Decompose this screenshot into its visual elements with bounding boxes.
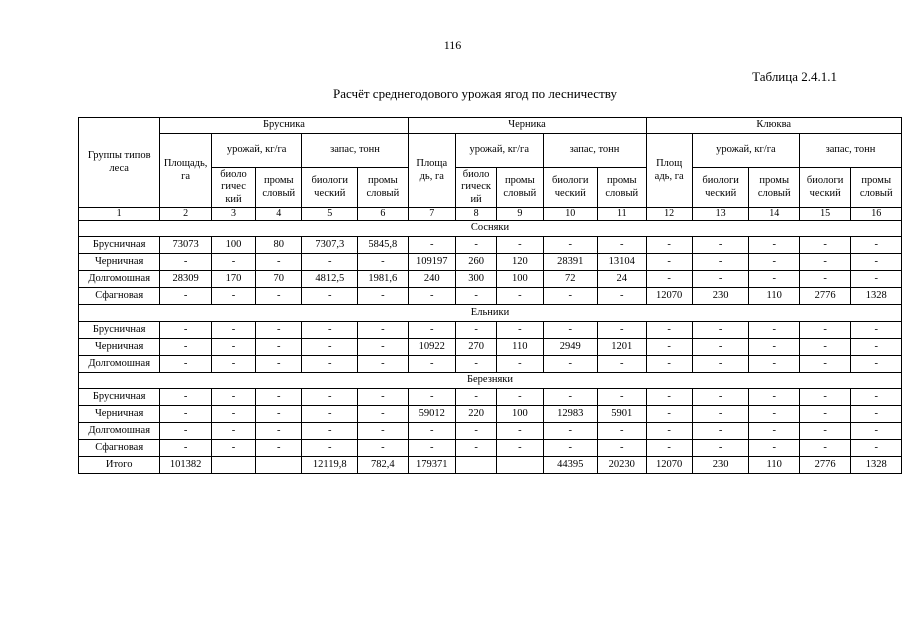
header-yield: урожай, кг/га <box>211 134 302 168</box>
header-sub: биологи ческий <box>543 168 598 208</box>
column-number-row <box>79 208 902 221</box>
table-cell: - <box>646 237 692 254</box>
table-cell: 1201 <box>598 338 646 355</box>
header-sub: промы словый <box>497 168 543 208</box>
table-cell: - <box>497 423 543 440</box>
table-cell <box>211 456 255 473</box>
section-row <box>79 372 902 389</box>
table-cell: - <box>358 440 409 457</box>
table-cell: - <box>851 440 902 457</box>
table-cell: - <box>211 406 255 423</box>
table-cell: 170 <box>211 271 255 288</box>
table-cell: 240 <box>408 271 455 288</box>
table-cell: - <box>455 355 496 372</box>
table-cell: 28391 <box>543 254 598 271</box>
column-number: 1 <box>79 208 160 221</box>
table-cell: - <box>256 355 302 372</box>
table-cell: - <box>799 338 850 355</box>
table-cell: - <box>302 406 358 423</box>
table-cell: - <box>799 406 850 423</box>
table-cell: 1981,6 <box>358 271 409 288</box>
table-cell: - <box>692 338 749 355</box>
table-row <box>79 440 902 457</box>
column-number: 10 <box>543 208 598 221</box>
table-cell: - <box>646 406 692 423</box>
table-cell: - <box>160 440 211 457</box>
table-cell: - <box>543 237 598 254</box>
header-area: Площадь, га <box>160 134 211 208</box>
table-cell: - <box>497 440 543 457</box>
table-cell: - <box>302 389 358 406</box>
table-cell: - <box>749 355 799 372</box>
header-group: Группы типов леса <box>79 118 160 208</box>
row-label: Брусничная <box>79 389 160 406</box>
header-area: Площа дь, га <box>408 134 455 208</box>
table-cell: - <box>799 389 850 406</box>
table-cell: - <box>256 440 302 457</box>
header-stock: запас, тонн <box>302 134 408 168</box>
column-number: 11 <box>598 208 646 221</box>
table-cell: - <box>302 355 358 372</box>
row-label: Черничная <box>79 254 160 271</box>
table-cell: - <box>256 254 302 271</box>
header-stock: запас, тонн <box>543 134 646 168</box>
header-sub: биоло гичес кий <box>211 168 255 208</box>
row-label: Черничная <box>79 338 160 355</box>
table-cell: - <box>497 237 543 254</box>
section-title: Сосняки <box>79 220 902 237</box>
table-cell: 100 <box>211 237 255 254</box>
section-title: Березняки <box>79 372 902 389</box>
table-cell: - <box>543 321 598 338</box>
table-row <box>79 338 902 355</box>
header-yield: урожай, кг/га <box>455 134 543 168</box>
table-cell: - <box>799 271 850 288</box>
table-cell: - <box>408 423 455 440</box>
table-row <box>79 423 902 440</box>
table-cell: - <box>646 271 692 288</box>
table-cell: - <box>598 237 646 254</box>
table-cell: - <box>851 271 902 288</box>
table-cell: 100 <box>497 271 543 288</box>
table-cell: - <box>851 254 902 271</box>
table-cell: - <box>598 321 646 338</box>
table-cell: - <box>799 254 850 271</box>
header-species-lingonberry: Брусника <box>160 118 408 134</box>
table-cell: - <box>408 321 455 338</box>
table-cell: - <box>851 237 902 254</box>
row-label: Черничная <box>79 406 160 423</box>
table-cell: 101382 <box>160 456 211 473</box>
header-stock: запас, тонн <box>799 134 901 168</box>
table-cell: - <box>408 237 455 254</box>
header-sub: промы словый <box>256 168 302 208</box>
row-label: Итого <box>79 456 160 473</box>
header-sub: промы словый <box>598 168 646 208</box>
header-yield: урожай, кг/га <box>692 134 799 168</box>
header-sub: промы словый <box>851 168 902 208</box>
table-cell: 110 <box>749 288 799 305</box>
table-cell: - <box>256 389 302 406</box>
table-cell: - <box>799 440 850 457</box>
table-title: Расчёт среднегодового урожая ягод по лесничеству <box>333 86 617 101</box>
table-cell: 782,4 <box>358 456 409 473</box>
column-number: 15 <box>799 208 850 221</box>
table-cell: - <box>598 288 646 305</box>
table-cell: - <box>799 237 850 254</box>
total-row <box>79 456 902 473</box>
table-cell: - <box>358 321 409 338</box>
table-cell: 12119,8 <box>302 456 358 473</box>
table-cell: - <box>211 321 255 338</box>
table-cell: - <box>598 440 646 457</box>
table-cell: - <box>408 288 455 305</box>
table-cell: 230 <box>692 456 749 473</box>
table-cell: - <box>455 389 496 406</box>
table-cell: 7307,3 <box>302 237 358 254</box>
table-cell: - <box>851 355 902 372</box>
table-cell: 2776 <box>799 288 850 305</box>
table-cell: 28309 <box>160 271 211 288</box>
table-cell: - <box>692 423 749 440</box>
table-cell: - <box>358 406 409 423</box>
table-cell: - <box>799 423 850 440</box>
header-area: Площ адь, га <box>646 134 692 208</box>
table-cell: - <box>851 389 902 406</box>
table-cell: - <box>408 355 455 372</box>
table-body <box>79 208 902 474</box>
table-cell: - <box>749 338 799 355</box>
row-label: Долгомошная <box>79 271 160 288</box>
table-cell: - <box>497 355 543 372</box>
table-cell: - <box>358 389 409 406</box>
table-cell: - <box>211 338 255 355</box>
table-cell: - <box>692 389 749 406</box>
table-cell: - <box>211 355 255 372</box>
column-number: 14 <box>749 208 799 221</box>
table-cell: - <box>749 321 799 338</box>
column-number: 9 <box>497 208 543 221</box>
table-cell: - <box>851 423 902 440</box>
table-cell: - <box>211 440 255 457</box>
table-cell: 70 <box>256 271 302 288</box>
table-cell: - <box>646 423 692 440</box>
table-cell: 300 <box>455 271 496 288</box>
table-cell: - <box>160 389 211 406</box>
table-cell: - <box>358 423 409 440</box>
table-cell: - <box>211 254 255 271</box>
table-cell: - <box>160 355 211 372</box>
table-cell: - <box>211 389 255 406</box>
table-cell: - <box>543 423 598 440</box>
table-cell: 5845,8 <box>358 237 409 254</box>
table-cell: - <box>160 254 211 271</box>
table-cell: - <box>692 237 749 254</box>
table-cell: - <box>749 389 799 406</box>
table-cell: 1328 <box>851 288 902 305</box>
table-cell: - <box>749 237 799 254</box>
table-cell: - <box>211 288 255 305</box>
table-cell <box>497 456 543 473</box>
table-cell: 220 <box>455 406 496 423</box>
table-cell: 100 <box>497 406 543 423</box>
header-sub: биологи ческий <box>692 168 749 208</box>
table-cell: - <box>358 355 409 372</box>
table-cell: - <box>749 423 799 440</box>
table-cell: - <box>455 423 496 440</box>
table-cell: - <box>692 321 749 338</box>
table-cell: 2776 <box>799 456 850 473</box>
table-cell: - <box>543 355 598 372</box>
table-cell: 179371 <box>408 456 455 473</box>
table-cell: - <box>646 389 692 406</box>
row-label: Сфагновая <box>79 440 160 457</box>
table-cell: - <box>358 288 409 305</box>
column-number: 7 <box>408 208 455 221</box>
table-cell: - <box>302 440 358 457</box>
table-cell: - <box>160 338 211 355</box>
table-cell: - <box>692 440 749 457</box>
table-cell: - <box>256 288 302 305</box>
table-row <box>79 237 902 254</box>
table-cell: 270 <box>455 338 496 355</box>
table-cell: - <box>160 423 211 440</box>
table-cell: - <box>160 406 211 423</box>
table-cell: - <box>256 423 302 440</box>
table-cell: - <box>302 254 358 271</box>
header-sub: биологи ческий <box>799 168 850 208</box>
table-cell: - <box>256 406 302 423</box>
column-number: 5 <box>302 208 358 221</box>
table-cell: - <box>646 355 692 372</box>
table-cell: - <box>646 440 692 457</box>
table-cell: - <box>543 288 598 305</box>
table-label: Таблица 2.4.1.1 <box>752 69 837 84</box>
header-sub: промы словый <box>749 168 799 208</box>
table-row <box>79 389 902 406</box>
column-number: 13 <box>692 208 749 221</box>
table-cell: - <box>302 423 358 440</box>
row-label: Долгомошная <box>79 423 160 440</box>
row-label: Долгомошная <box>79 355 160 372</box>
header-sub: промы словый <box>358 168 409 208</box>
table-cell: 80 <box>256 237 302 254</box>
row-label: Брусничная <box>79 321 160 338</box>
table-cell: - <box>497 321 543 338</box>
table-cell: 44395 <box>543 456 598 473</box>
row-label: Сфагновая <box>79 288 160 305</box>
table-cell: - <box>302 321 358 338</box>
table-cell: - <box>543 389 598 406</box>
table-cell: - <box>358 254 409 271</box>
table-cell: - <box>851 338 902 355</box>
table-cell: 260 <box>455 254 496 271</box>
table-cell: - <box>749 406 799 423</box>
table-row <box>79 406 902 423</box>
table-cell: - <box>455 288 496 305</box>
table-cell: - <box>302 288 358 305</box>
table-cell: - <box>646 321 692 338</box>
table-cell: - <box>749 254 799 271</box>
table-cell: 4812,5 <box>302 271 358 288</box>
table-cell: 110 <box>749 456 799 473</box>
row-label: Брусничная <box>79 237 160 254</box>
header-sub: биологи ческий <box>302 168 358 208</box>
table-cell: 230 <box>692 288 749 305</box>
page-number: 116 <box>443 38 462 52</box>
table-cell: - <box>408 440 455 457</box>
table-cell: 109197 <box>408 254 455 271</box>
table-cell: 12070 <box>646 288 692 305</box>
table-cell: - <box>543 440 598 457</box>
table-cell: - <box>749 271 799 288</box>
table-cell: - <box>160 321 211 338</box>
table-row <box>79 355 902 372</box>
table-cell: - <box>851 321 902 338</box>
table-cell: - <box>455 237 496 254</box>
table-cell: 73073 <box>160 237 211 254</box>
table-cell: - <box>598 389 646 406</box>
table-cell: 20230 <box>598 456 646 473</box>
table-cell: - <box>851 406 902 423</box>
table-cell: 12070 <box>646 456 692 473</box>
table-cell: 13104 <box>598 254 646 271</box>
table-cell: 24 <box>598 271 646 288</box>
header-species-blueberry: Черника <box>408 118 646 134</box>
table-cell: - <box>692 355 749 372</box>
section-row <box>79 304 902 321</box>
table-cell: - <box>256 321 302 338</box>
table-row <box>79 321 902 338</box>
table-cell: 5901 <box>598 406 646 423</box>
table-cell: - <box>455 321 496 338</box>
berry-yield-table <box>78 117 902 474</box>
table-cell: - <box>799 321 850 338</box>
table-cell <box>455 456 496 473</box>
header-sub: биоло гическ ий <box>455 168 496 208</box>
table-cell: - <box>358 338 409 355</box>
table-cell: - <box>160 288 211 305</box>
table-cell: - <box>646 254 692 271</box>
table-cell: 120 <box>497 254 543 271</box>
header-species-cranberry: Клюква <box>646 118 902 134</box>
table-cell: - <box>497 288 543 305</box>
table-row <box>79 288 902 305</box>
column-number: 4 <box>256 208 302 221</box>
table-cell <box>256 456 302 473</box>
table-cell: 110 <box>497 338 543 355</box>
table-cell: 12983 <box>543 406 598 423</box>
table-cell: 10922 <box>408 338 455 355</box>
table-cell: - <box>455 440 496 457</box>
table-cell: - <box>598 423 646 440</box>
column-number: 3 <box>211 208 255 221</box>
table-cell: - <box>302 338 358 355</box>
table-cell: - <box>497 389 543 406</box>
table-cell: 59012 <box>408 406 455 423</box>
column-number: 8 <box>455 208 496 221</box>
table-cell: 2949 <box>543 338 598 355</box>
table-cell: - <box>692 406 749 423</box>
table-row <box>79 271 902 288</box>
table-cell: - <box>256 338 302 355</box>
table-cell: - <box>749 440 799 457</box>
table-row <box>79 254 902 271</box>
column-number: 2 <box>160 208 211 221</box>
table-cell: - <box>799 355 850 372</box>
section-row <box>79 220 902 237</box>
table-cell: - <box>598 355 646 372</box>
table-cell: - <box>211 423 255 440</box>
table-cell: - <box>692 271 749 288</box>
table-cell: - <box>692 254 749 271</box>
column-number: 12 <box>646 208 692 221</box>
table-cell: 1328 <box>851 456 902 473</box>
table-cell: - <box>408 389 455 406</box>
column-number: 6 <box>358 208 409 221</box>
table-cell: - <box>646 338 692 355</box>
table-cell: 72 <box>543 271 598 288</box>
column-number: 16 <box>851 208 902 221</box>
section-title: Ельники <box>79 304 902 321</box>
